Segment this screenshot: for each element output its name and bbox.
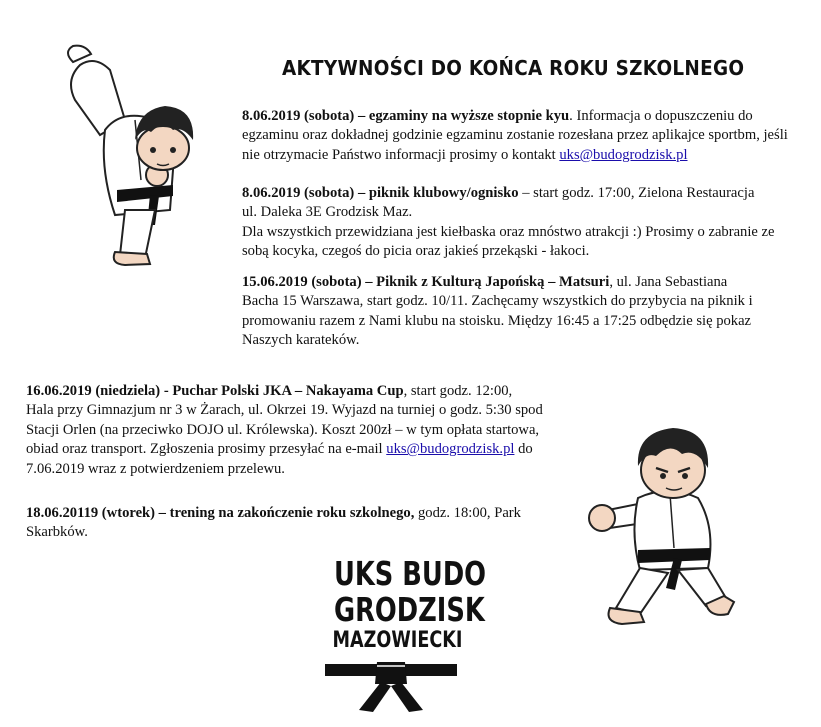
event-nakayama-cup: 16.06.2019 (niedziela) - Puchar Polski JKA – Nakayama Cup, start godz. 12:00, Hala przy Gimnazjum nr 3 w Żarach, ul. Okrzei 19. Wyjazd na turniej o godz. 5:30 spod Stacji Orlen (na przeciwko DOJO ul. Królewska). Koszt 200zł – w tym opłata startowa, obiad oraz transport. Zgłoszenia prosimy przesyłać na e-mail uks@budogrodzisk.pl do 7.06.2019 wraz z potwierdzeniem przelewu. — [26, 383, 543, 477]
event-date: 18.06.20119 (wtorek) – trening na zakończenie roku szkolnego, — [26, 505, 415, 521]
logo-line: UKS BUDO — [333, 554, 487, 593]
email-link[interactable]: uks@budogrodzisk.pl — [386, 441, 515, 458]
karate-punch-illustration — [578, 418, 738, 633]
logo-line: MAZOWIECKI — [332, 628, 463, 653]
event-date: 15.06.2019 (sobota) – Piknik z Kulturą Japońską – Matsuri — [242, 274, 610, 290]
logo-line: GRODZISK — [333, 590, 485, 629]
event-date: 8.06.2019 (sobota) – piknik klubowy/ognisko — [242, 185, 519, 201]
event-training: 18.06.20119 (wtorek) – trening na zakończenie roku szkolnego, godz. 18:00, Park Skarbków. — [26, 505, 521, 541]
karate-kick-illustration — [55, 40, 205, 270]
event-exam: 8.06.2019 (sobota) – egzaminy na wyższe stopnie kyu. Informacja o dopuszczeniu do egzaminu oraz dokładnej godzinie egzaminu zostanie rozesłana przez aplikajce sportbm, jeśli nie otrzymacie Państwo informacji prosimy o kontakt uks@budogrodzisk.pl — [242, 108, 788, 163]
event-matsuri: 15.06.2019 (sobota) – Piknik z Kulturą Japońską – Matsuri, ul. Jana Sebastiana Bacha 15 Warszawa, start godz. 10/11. Zachęcamy wszystkich do przybycia na piknik i promowaniu razem z Nami klubu na stoisku. Między 16:45 a 17:25 odbędzie się pokaz Naszych karateków. — [242, 274, 753, 349]
event-date: 16.06.2019 (niedziela) - Puchar Polski JKA – Nakayama Cup — [26, 383, 404, 399]
event-date: 8.06.2019 (sobota) – egzaminy na wyższe stopnie kyu — [242, 108, 570, 124]
event-picnic: 8.06.2019 (sobota) – piknik klubowy/ognisko – start godz. 17:00, Zielona Restauracja ul. Daleka 3E Grodzisk Maz. Dla wszystkich przewidziana jest kiełbaska oraz mnóstwo atrakcji :) Prosimy o zabranie ze sobą kocyka, czegoś do picia oraz jakieś przekąski - łakoci. — [242, 185, 775, 260]
page-title: AKTYWNOŚCI DO KOŃCA ROKU SZKOLNEGO — [282, 56, 745, 80]
black-belt-icon — [321, 658, 461, 713]
email-link[interactable]: uks@budogrodzisk.pl — [559, 146, 688, 163]
club-logo — [318, 554, 487, 716]
